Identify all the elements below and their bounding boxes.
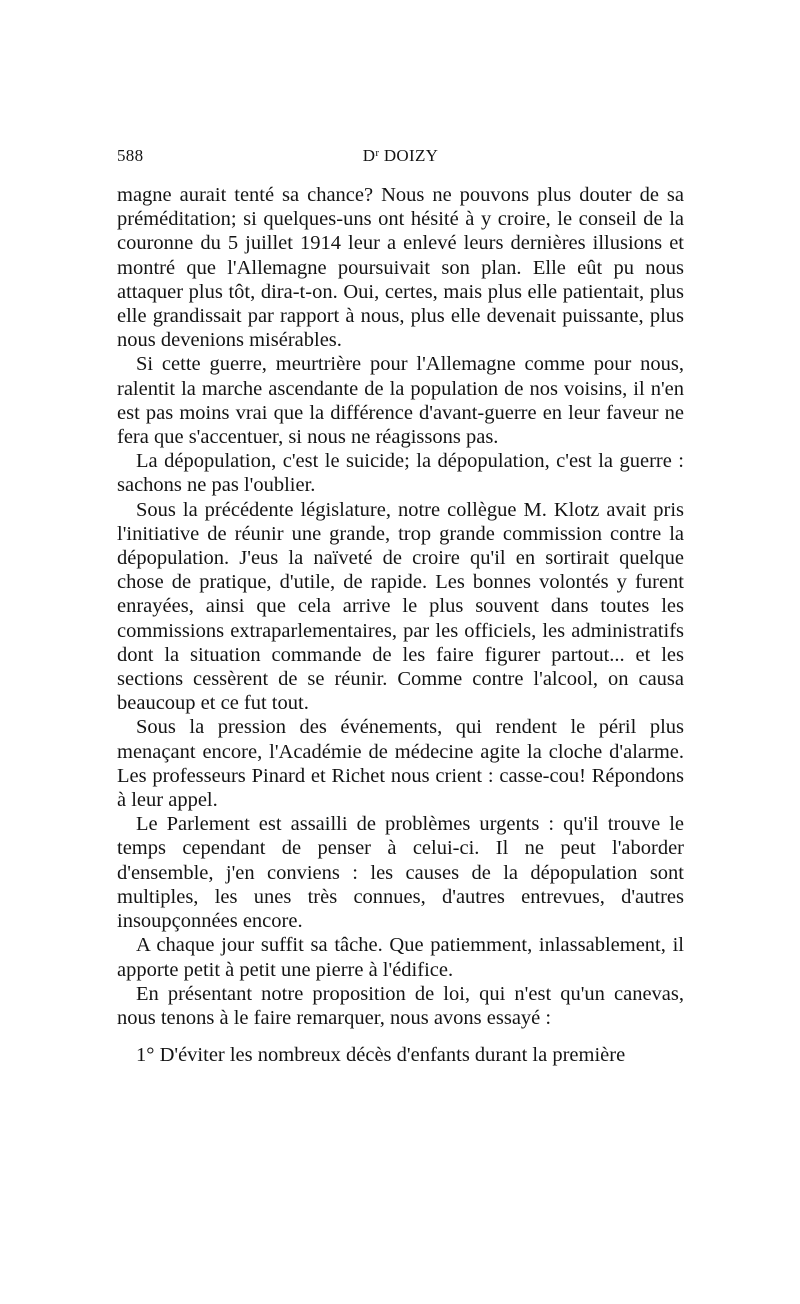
- paragraph: La dépopulation, c'est le suicide; la dépopulation, c'est la guerre : sachons ne pas l'oublier.: [117, 450, 684, 497]
- paragraph: Le Parlement est assailli de problèmes urgents : qu'il trouve le temps cependant de penser à celui-ci. Il ne peut l'aborder d'ensemble, j'en conviens : les causes de la dépopulation sont multiples, les unes très connues, d'autres entrevues, d'autres insoupçonnées encore.: [117, 813, 684, 933]
- author-name: DOIZY: [383, 146, 439, 165]
- running-head: [117, 146, 684, 170]
- list-item-marker: 1°: [136, 1044, 155, 1067]
- list-item-text: D'éviter les nombreux décès d'enfants durant la première: [159, 1044, 626, 1067]
- author-prefix: D: [362, 146, 376, 165]
- author-heading: [117, 146, 684, 166]
- paragraph: Si cette guerre, meurtrière pour l'Allemagne comme pour nous, ralentit la marche ascendante de la population de nos voisins, il n'en est pas moins vrai que la différence d'avant-guerre en leur faveur ne fera que s'accentuer, si nous ne réagissons pas.: [117, 353, 684, 449]
- paragraph: Sous la pression des événements, qui rendent le péril plus menaçant encore, l'Académie de médecine agite la cloche d'alarme. Les professeurs Pinard et Richet nous crient : casse-cou! Répondons à leur appel.: [117, 716, 684, 812]
- list-item: [117, 1043, 684, 1067]
- paragraph: Sous la précédente législature, notre collègue M. Klotz avait pris l'initiative de réunir une grande, trop grande commission contre la dépopulation. J'eus la naïveté de croire qu'il en sortirait quelque chose de pratique, d'utile, de rapide. Les bonnes volontés y furent enrayées, ainsi que cela arrive le plus souvent dans toutes les commissions extraparlementaires, par les officiels, les administratifs dont la situation commande de les faire figurer partout... et les sections cessèrent de se réunir. Comme contre l'alcool, on causa beaucoup et ce fut tout.: [117, 498, 684, 715]
- paragraph: A chaque jour suffit sa tâche. Que patiemment, inlassablement, il apporte petit à petit une pierre à l'édifice.: [117, 934, 684, 981]
- paragraph-continued: magne aurait tenté sa chance? Nous ne pouvons plus douter de sa préméditation; si quelques-uns ont hésité à y croire, le conseil de la couronne du 5 juillet 1914 leur a enlevé leurs dernières illusions et montré que l'Allemagne poursuivait son plan. Elle eût pu nous attaquer plus tôt, dira-t-on. Oui, certes, mais plus elle patientait, plus elle grandissait par rapport à nous, plus elle devenait puissante, plus nous devenions misérables.: [117, 184, 684, 352]
- page-number: 588: [117, 146, 144, 165]
- author-prefix-superscript: r: [375, 147, 380, 159]
- paragraph: En présentant notre proposition de loi, qui n'est qu'un canevas, nous tenons à le faire remarquer, nous avons essayé :: [117, 982, 684, 1029]
- body-text: [117, 183, 684, 1067]
